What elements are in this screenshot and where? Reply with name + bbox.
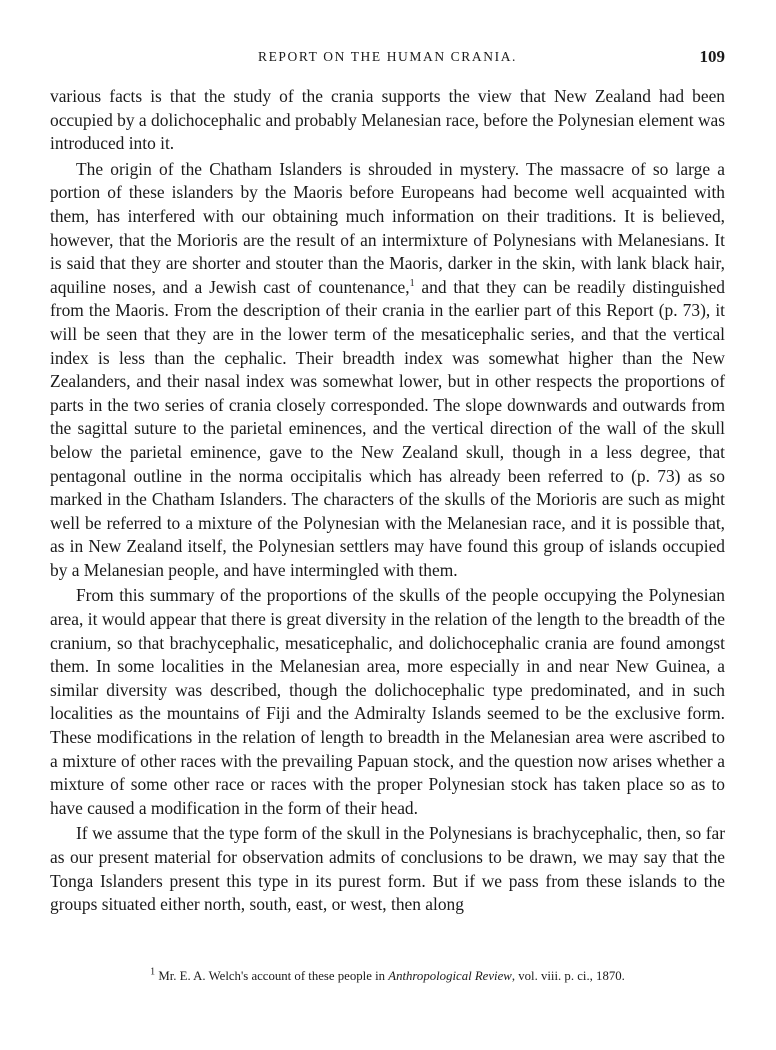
footnote [50, 968, 725, 984]
paragraph-2 [50, 158, 725, 583]
paragraph-3: From this summary of the proportions of the skulls of the people occupying the Polynesian area, it would appear that there is great diversity in the relation of the length to the breadth of the cranium, so that brachycephalic, mesaticephalic, and dolichocephalic crania are found amongst them. In some localities in the Melanesian area, more especially in and near New Guinea, a similar diversity was described, though the dolichocephalic type predominated, and in such localities as the mountains of Fiji and the Admiralty Islands seemed to be the exclusive form. These modifications in the relation of length to breadth in the Melanesian area were ascribed to a mixture of other races with the prevailing Papuan stock, and the question now arises whether a mixture of some other race or races with the proper Polynesian stock has taken place so as to have caused a modification in the form of their head. [50, 585, 725, 818]
page-number: 109 [699, 47, 725, 66]
footnote-text-a: Mr. E. A. Welch's account of these people in [155, 969, 389, 983]
paragraph-1: various facts is that the study of the crania supports the view that New Zealand had been occupied by a dolichocephalic and probably Melanesian race, before the Polynesian element was introduced into it. [50, 86, 725, 154]
page-header [50, 47, 725, 71]
paragraph-4: If we assume that the type form of the skull in the Polynesians is brachycephalic, then, so far as our present material for observation admits of conclusions to be drawn, we may say that the Tonga Islanders present this type in its purest form. But if we pass from these islands to the groups situated either north, south, east, or west, then along [50, 823, 725, 915]
running-title: REPORT ON THE HUMAN CRANIA. [257, 49, 518, 64]
footnote-text-b: , vol. viii. p. ci., 1870. [511, 969, 625, 983]
paragraph-2-part-a: The origin of the Chatham Islanders is shrouded in mystery. The massacre of so large a portion of these islanders by the Maoris before Europeans had become well acquainted with them, has interfered with our obtaining much information on their traditions. It is believed, however, that the Morioris are the result of an intermixture of Polynesians with Melanesians. It is said that they are shorter and stouter than the Maoris, darker in the skin, with lank black hair, aquiline noses, and a Jewish cast of countenance, [50, 158, 725, 297]
footnote-journal: Anthropological Review [388, 969, 512, 983]
footnote-reference: 1 [409, 277, 415, 289]
paragraph-2-part-b: and that they can be readily distinguished from the Maoris. From the description of their crania in the earlier part of this Report (p. 73), it will be seen that they are in the lower term of the mesaticephalic series, and that the vertical index is less than the cephalic. Their breadth index was somewhat higher than the New Zealanders, and their nasal index was somewhat lower, but in other respects the proportions of parts in the two series of crania closely corresponded. The slope downwards and outwards from the sagittal suture to the parietal eminences, and the vertical direction of the wall of the skull below the parietal eminence, gave to the New Zealand skull, though in a less degree, that pentagonal outline in the norma occipitalis which has already been referred to (p. 73) as so marked in the Chatham Islanders. The characters of the skulls of the Morioris are such as might well be referred to a mixture of the Polynesian with the Melanesian race, and it is possible that, as in New Zealand itself, the Polynesian settlers may have found this group of islands occupied by a Melanesian people, and have intermingled with them. [50, 276, 725, 580]
footnote-marker: 1 [150, 966, 156, 978]
body-text [50, 85, 725, 917]
